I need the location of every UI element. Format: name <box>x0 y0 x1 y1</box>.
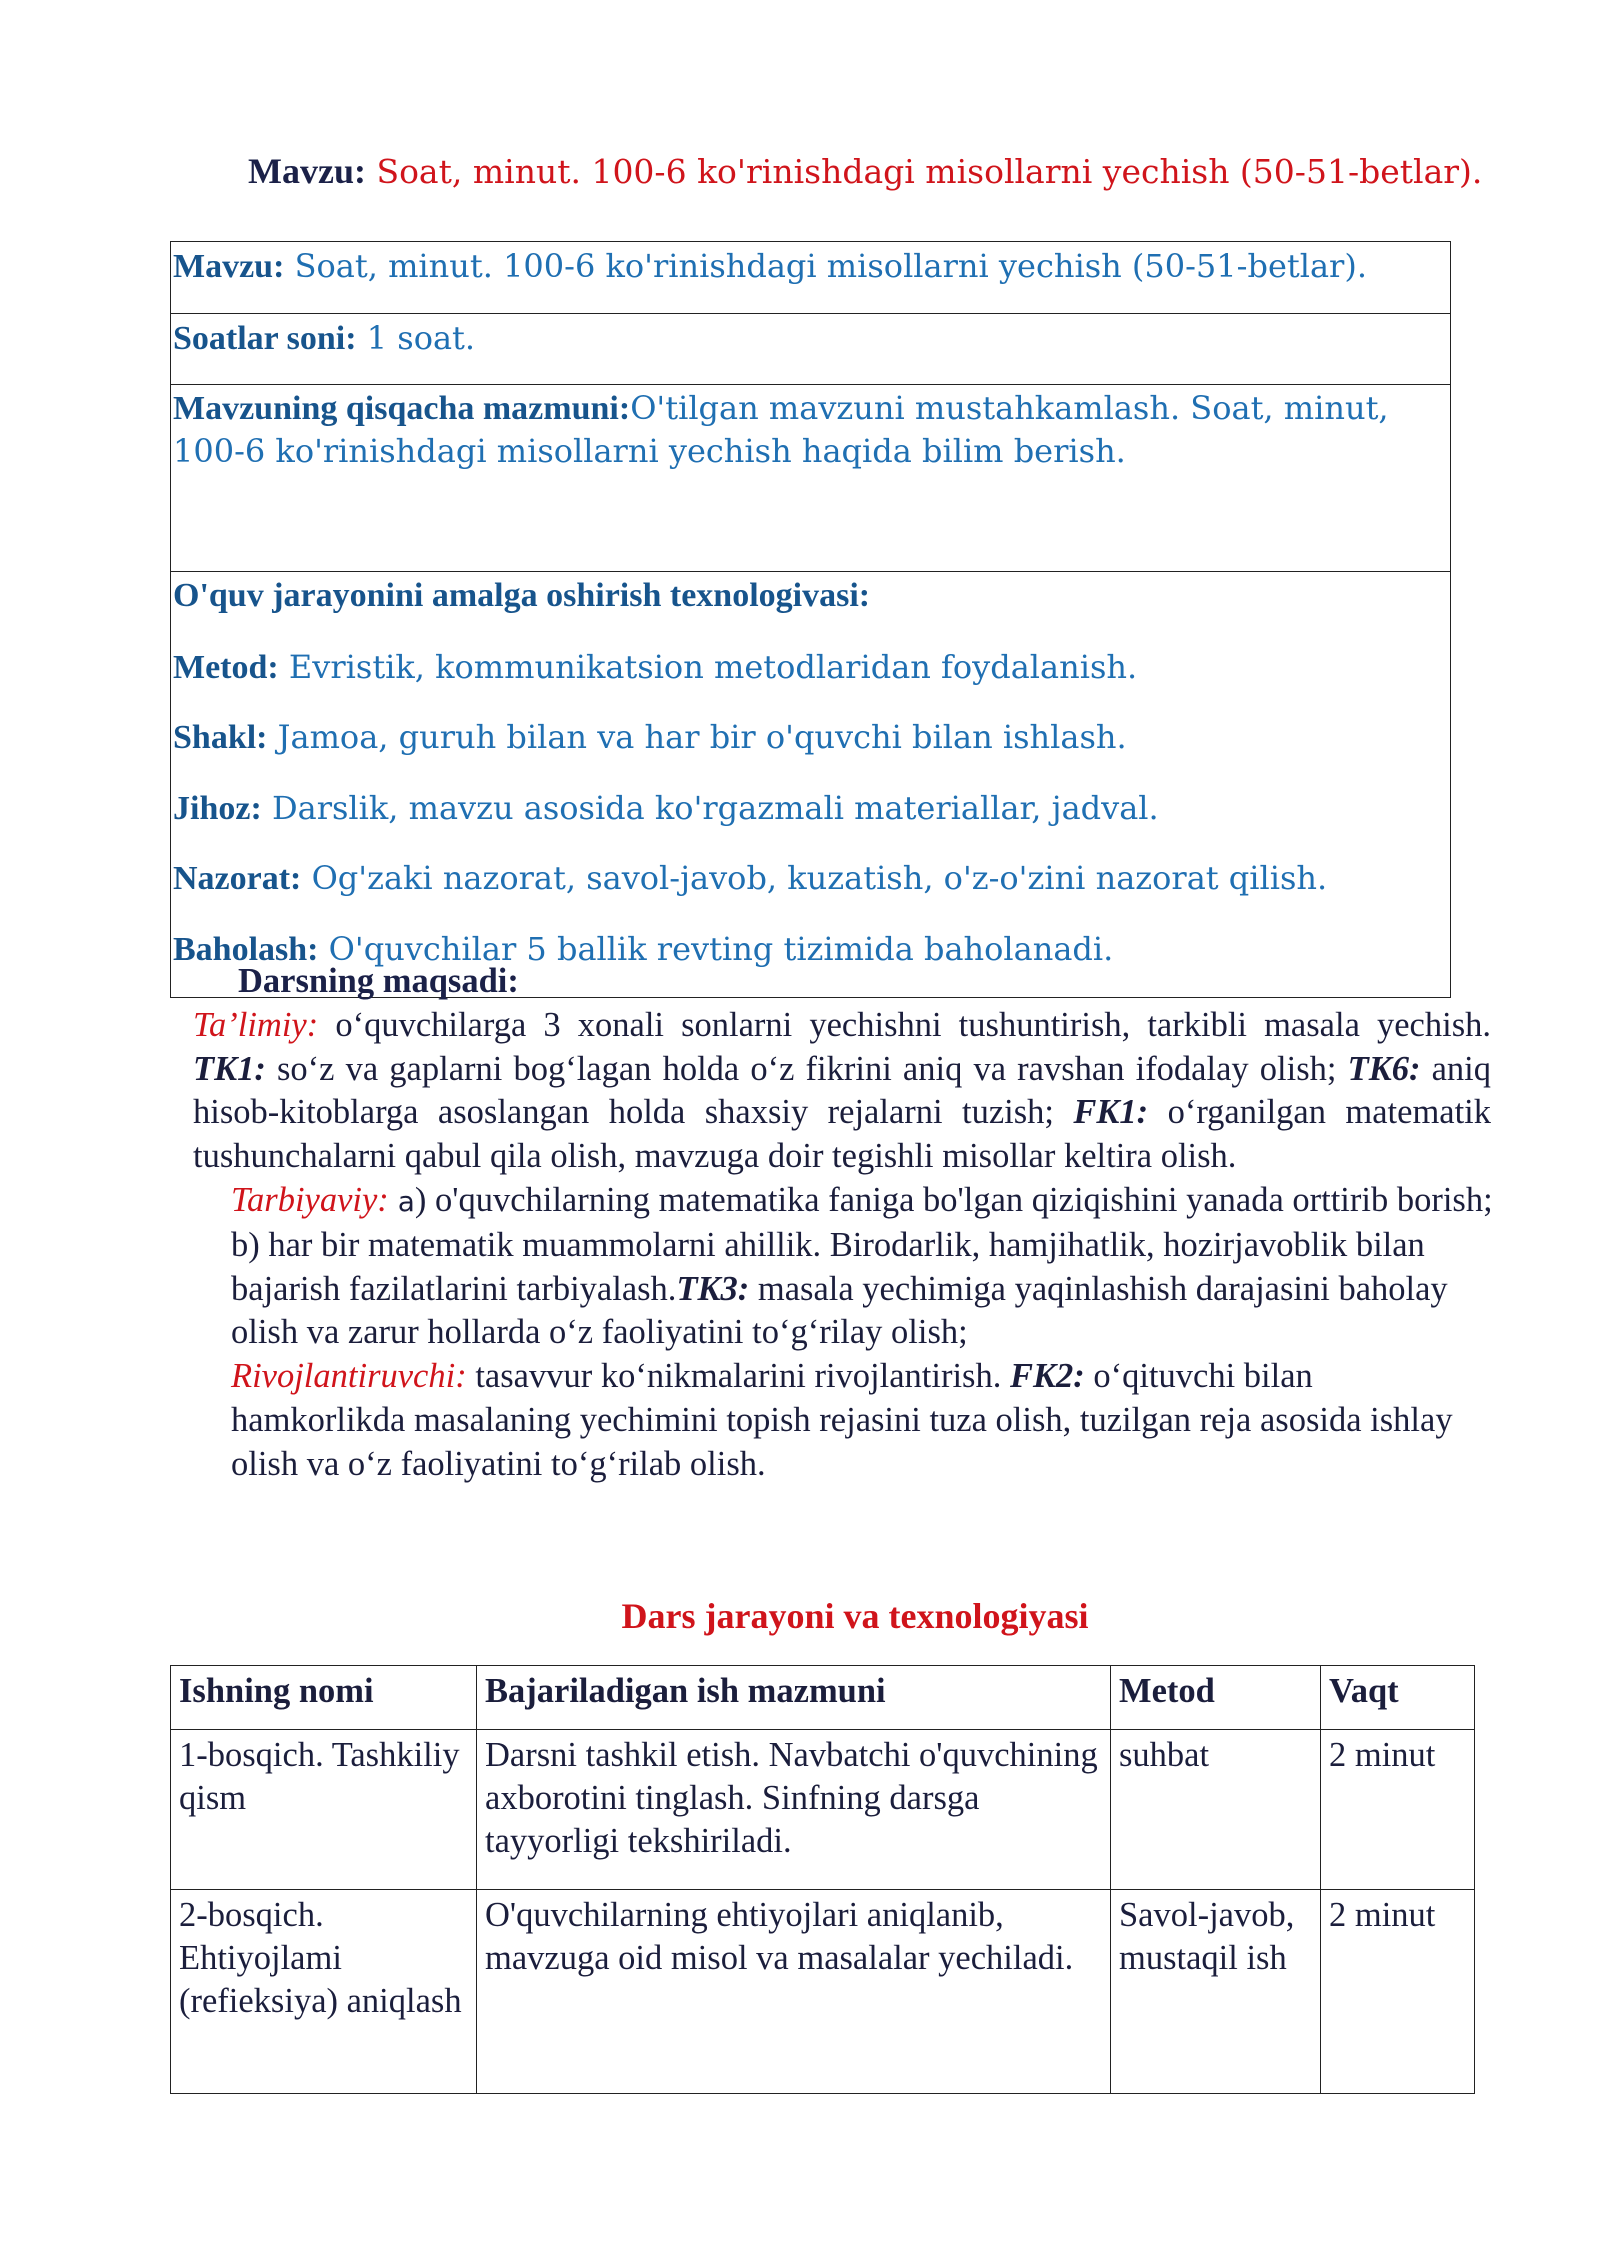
soatlar-value: 1 soat. <box>356 319 476 357</box>
jihoz-value: Darslik, mavzu asosida ko'rgazmali materiallar, jadval. <box>261 788 1159 827</box>
info-row-mavzu <box>171 242 1450 314</box>
table-cell: O'quvchilarning ehtiyojlari aniqlanib, mavzuga oid misol va masalalar yechiladi. <box>477 1890 1111 2094</box>
tk3-text: masala yechimiga yaqinlashish darajasini baholay olish va zarur hollarda o‘z faoliyatini to‘g‘rilay olish; <box>231 1269 1448 1352</box>
goal-tarbiyaviy <box>193 1179 1493 1355</box>
mazmun-value: O'tilgan mavzuni mustahkamlash. Soat, minut, 100-6 ko'rinishdagi misollarni yechish haqida bilim berish. <box>173 389 1389 470</box>
mazmun-label: Mavzuning qisqacha mazmuni: <box>173 390 631 427</box>
tk1-text: so‘z va gaplarni bog‘lagan holda o‘z fikrini aniq va ravshan ifodalay olish; <box>265 1049 1348 1088</box>
table-cell: 2 minut <box>1321 1890 1475 2094</box>
table-cell: Darsni tashkil etish. Navbatchi o'quvchining axborotini tinglash. Sinfning darsga tayyorligi tekshiriladi. <box>477 1730 1111 1890</box>
title-value: Soat, minut. 100-6 ko'rinishdagi misollarni yechish (50-51-betlar). <box>365 152 1483 191</box>
fk1-label: FK1: <box>1073 1093 1149 1132</box>
table-row <box>171 1890 1475 2094</box>
talimiy-label: Ta’limiy: <box>193 1005 319 1044</box>
fk2-text: o‘qituvchi bilan hamkorlikda masalaning yechimini topish rejasini tuza olish, tuzilgan reja asosida ishlay olish va o‘z faoliyatini to‘g‘rilab olish. <box>231 1357 1453 1483</box>
table-cell: Savol-javob, mustaqil ish <box>1111 1890 1321 2094</box>
fk1-text: o‘rganilgan matematik tushunchalarni qabul qila olish, mavzuga doir tegishli misollar keltira olish. <box>193 1093 1492 1176</box>
info-row-texnologiya <box>171 572 1450 997</box>
table-row <box>171 1730 1475 1890</box>
table-cell: suhbat <box>1111 1730 1321 1890</box>
title-label: Mavzu: <box>248 151 366 191</box>
table-cell: 2-bosqich. Ehtiyojlami (refieksiya) aniqlash <box>171 1890 477 2094</box>
column-header: Metod <box>1111 1666 1321 1730</box>
baholash-label: Baholash: <box>173 930 319 968</box>
mavzu-value: Soat, minut. 100-6 ko'rinishdagi misollarni yechish (50-51-betlar). <box>284 247 1367 285</box>
tk3-label: TK3: <box>676 1269 750 1308</box>
section-title: Dars jarayoni va texnologiyasi <box>621 1596 1089 1636</box>
tk6-label: TK6: <box>1347 1049 1421 1088</box>
rivoj-label: Rivojlantiruvchi: <box>231 1357 467 1396</box>
lesson-info-box <box>170 241 1451 998</box>
goal-talimiy <box>193 1004 1491 1179</box>
tarbiyaviy-label: Tarbiyaviy: <box>231 1180 389 1219</box>
tk1-label: TK1: <box>193 1049 266 1088</box>
info-row-mazmun <box>171 385 1450 572</box>
goal-rivojlantiruvchi <box>193 1355 1493 1486</box>
jihoz-label: Jihoz: <box>173 789 262 827</box>
soatlar-label: Soatlar soni: <box>173 320 357 357</box>
metod-label: Metod: <box>173 648 279 686</box>
goals-heading: Darsning maqsadi: <box>238 962 519 1000</box>
table-header-row <box>171 1666 1475 1730</box>
column-header: Vaqt <box>1321 1666 1475 1730</box>
lesson-goals <box>193 960 1493 1487</box>
texnologiya-label: O'quv jarayonini amalga oshirish texnologivasi: <box>173 577 871 614</box>
shakl-label: Shakl: <box>173 719 268 756</box>
column-header: Ishning nomi <box>171 1666 477 1730</box>
nazorat-value: Og'zaki nazorat, savol-javob, kuzatish, o'z-o'zini nazorat qilish. <box>301 859 1328 897</box>
tk6-text: aniq hisob-kitoblarga asoslangan holda shaxsiy rejalarni tuzish; <box>193 1049 1491 1132</box>
page-title <box>248 150 1482 192</box>
talimiy-text: o‘quvchilarga 3 xonali sonlarni yechishni tushuntirish, tarkibli masala yechish. <box>318 1005 1491 1044</box>
info-row-soatlar <box>171 314 1450 385</box>
nazorat-label: Nazorat: <box>173 860 302 897</box>
fk2-label: FK2: <box>1009 1357 1085 1396</box>
table-cell: 1-bosqich. Tashkiliy qism <box>171 1730 477 1890</box>
baholash-value: O'quvchilar 5 ballik revting tizimida baholanadi. <box>318 929 1114 968</box>
table-cell: 2 minut <box>1321 1730 1475 1890</box>
column-header: Bajariladigan ish mazmuni <box>477 1666 1111 1730</box>
tarbiyaviy-a: a <box>388 1184 415 1218</box>
lesson-process-table <box>170 1665 1475 2094</box>
tarbiyaviy-text: ) o'quvchilarning matematika faniga bo'lgan qiziqishini yanada orttirib borish; b) har bir matematik muammolarni ahillik. Birodarlik, hamjihatlik, hozirjavoblik bilan bajarish fazilatlarini tarbiyalash. <box>231 1180 1493 1308</box>
rivoj-text: tasavvur ko‘nikmalarini rivojlantirish. <box>466 1357 1010 1396</box>
shakl-value: Jamoa, guruh bilan va har bir o'quvchi bilan ishlash. <box>267 718 1127 756</box>
mavzu-label: Mavzu: <box>173 248 285 285</box>
metod-value: Evristik, kommunikatsion metodlaridan foydalanish. <box>278 647 1138 686</box>
